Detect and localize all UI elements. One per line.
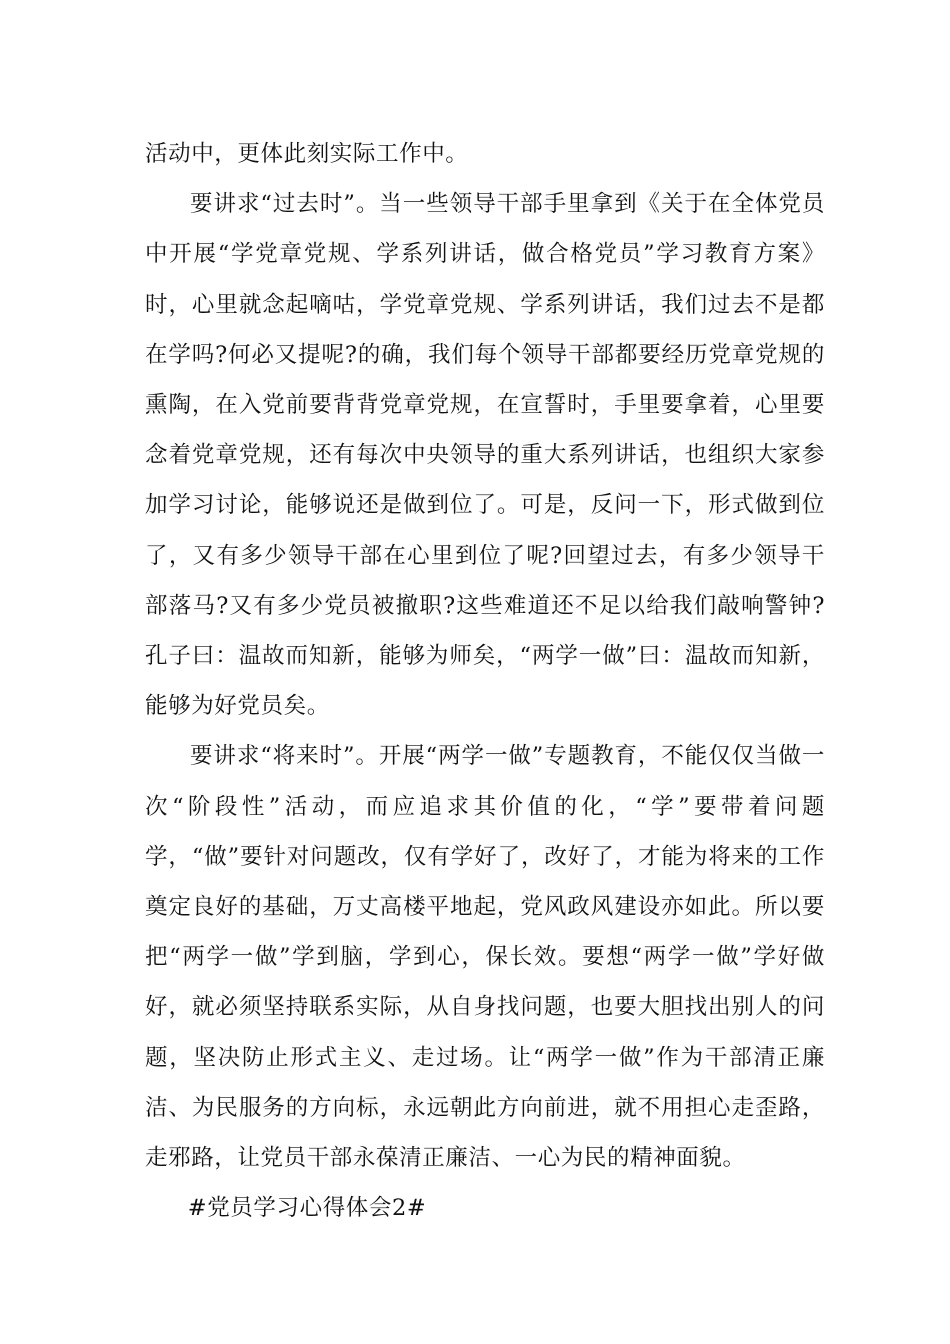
document-body (145, 129, 825, 1233)
paragraph-1: 活动中，更体此刻实际工作中。 (145, 141, 469, 167)
section-heading: #党员学习心得体会2# (187, 1195, 427, 1222)
paragraph-2: 要讲求“过去时”。当一些领导干部手里拿到《关于在全体党员中开展“学党章党规、学系列讲话，做合格党员”学习教育方案》时，心里就念起嘀咕，学党章党规、学系列讲话，我们过去不是都在学吗?何必又提呢?的确，我们每个领导干部都要经历党章党规的熏陶，在入党前要背背党章党规，在宣誓时，手里要拿着，心里要念着党章党规，还有每次中央领导的重大系列讲话，也组织大家参加学习讨论，能够说还是做到位了。可是，反问一下，形式做到位了，又有多少领导干部在心里到位了呢?回望过去，有多少领导干部落马?又有多少党员被撤职?这些难道还不足以给我们敲响警钟?孔子曰：温故而知新，能够为师矣，“两学一做”曰：温故而知新，能够为好党员矣。 (145, 191, 825, 720)
paragraph-3: 要讲求“将来时”。开展“两学一做”专题教育，不能仅仅当做一次“阶段性”活动，而应追求其价值的化，“学”要带着问题学，“做”要针对问题改，仅有学好了，改好了，才能为将来的工作奠定良好的基础，万丈高楼平地起，党风政风建设亦如此。所以要把“两学一做”学到脑，学到心，保长效。要想“两学一做”学好做好，就必须坚持联系实际，从自身找问题，也要大胆找出别人的问题，坚决防止形式主义、走过场。让“两学一做”作为干部清正廉洁、为民服务的方向标，永远朝此方向前进，就不用担心走歪路，走邪路，让党员干部永葆清正廉洁、一心为民的精神面貌。 (145, 743, 825, 1172)
